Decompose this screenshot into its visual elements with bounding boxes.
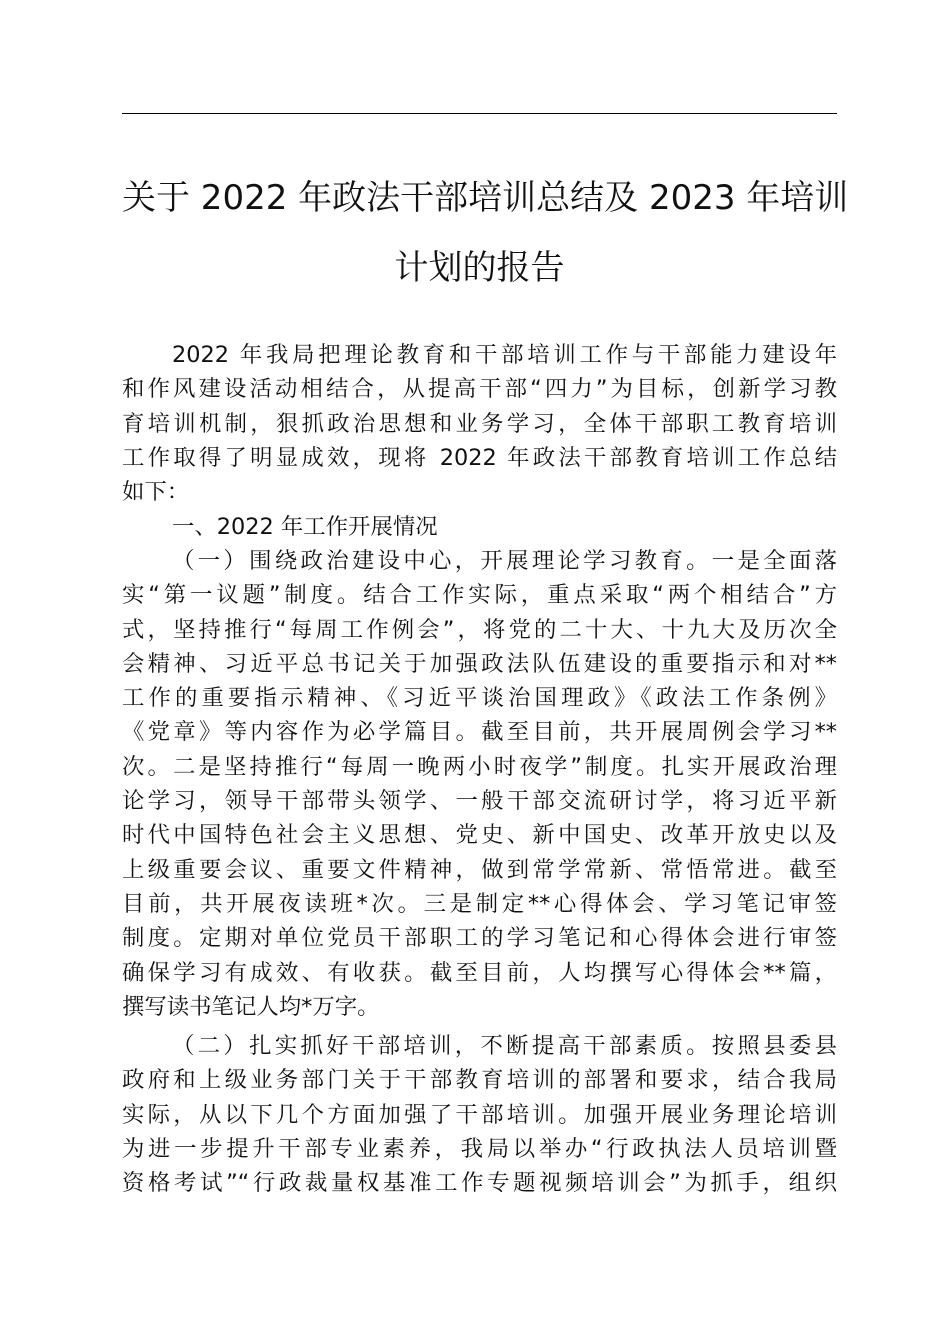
body-line: 式，坚持推行“每周工作例会”，将党的二十大、十九大及历次全 bbox=[122, 616, 837, 643]
body-line: 制度。定期对单位党员干部职工的学习笔记和心得体会进行审签 bbox=[122, 925, 837, 952]
intro-line: 2022 年我局把理论教育和干部培训工作与干部能力建设年 bbox=[172, 342, 837, 368]
section-1-paragraph-1 bbox=[122, 544, 837, 1024]
document-title-line-1: 关于 2022 年政法干部培训总结及 2023 年培训 bbox=[122, 178, 849, 218]
header-rule bbox=[122, 113, 837, 114]
body-line: 为进一步提升干部专业素养，我局以举办“行政执法人员培训暨 bbox=[122, 1135, 837, 1162]
body-line: 实“第一议题”制度。结合工作实际，重点采取“两个相结合”方 bbox=[122, 582, 837, 609]
body-line: 会精神、习近平总书记关于加强政法队伍建设的重要指示和对** bbox=[122, 650, 837, 677]
body-line: 确保学习有成效、有收获。截至目前，人均撰写心得体会**篇， bbox=[122, 959, 837, 986]
body-line: 政府和上级业务部门关于干部教育培训的部署和要求，结合我局 bbox=[122, 1067, 837, 1094]
body-line: 时代中国特色社会主义思想、党史、新中国史、改革开放史以及 bbox=[122, 822, 837, 849]
section-1-heading: 一、2022 年工作开展情况 bbox=[172, 514, 438, 540]
body-line: 工作的重要指示精神、《习近平谈治国理政》《政法工作条例》 bbox=[122, 685, 837, 712]
body-line: 论学习，领导干部带头领学、一般干部交流研讨学，将习近平新 bbox=[122, 788, 837, 815]
intro-line: 和作风建设活动相结合，从提高干部“四力”为目标，创新学习教 bbox=[122, 376, 837, 403]
body-line: 上级重要会议、重要文件精神，做到常学常新、常悟常进。截至 bbox=[122, 856, 837, 883]
intro-line: 工作取得了明显成效，现将 2022 年政法干部教育培训工作总结 bbox=[122, 444, 837, 471]
body-line: 资格考试”“行政裁量权基准工作专题视频培训会”为抓手，组织 bbox=[122, 1170, 837, 1197]
body-line: （二）扎实抓好干部培训，不断提高干部素质。按照县委县 bbox=[172, 1033, 837, 1059]
document-title-line-2: 计划的报告 bbox=[394, 248, 565, 288]
body-line: 目前，共开展夜读班*次。三是制定**心得体会、学习笔记审签 bbox=[122, 890, 837, 917]
intro-line: 如下： bbox=[122, 479, 190, 506]
body-line: 次。二是坚持推行“每周一晚两小时夜学”制度。扎实开展政治理 bbox=[122, 753, 837, 780]
body-line: 实际，从以下几个方面加强了干部培训。加强开展业务理论培训 bbox=[122, 1101, 837, 1128]
body-line: （一）围绕政治建设中心，开展理论学习教育。一是全面落 bbox=[172, 548, 837, 574]
intro-line: 育培训机制，狠抓政治思想和业务学习，全体干部职工教育培训 bbox=[122, 410, 837, 437]
intro-paragraph bbox=[122, 338, 837, 509]
body-line: 《党章》等内容作为必学篇目。截至目前，共开展周例会学习** bbox=[122, 719, 837, 746]
body-line: 撰写读书笔记人均*万字。 bbox=[122, 993, 380, 1020]
section-1-paragraph-2 bbox=[122, 1029, 837, 1200]
